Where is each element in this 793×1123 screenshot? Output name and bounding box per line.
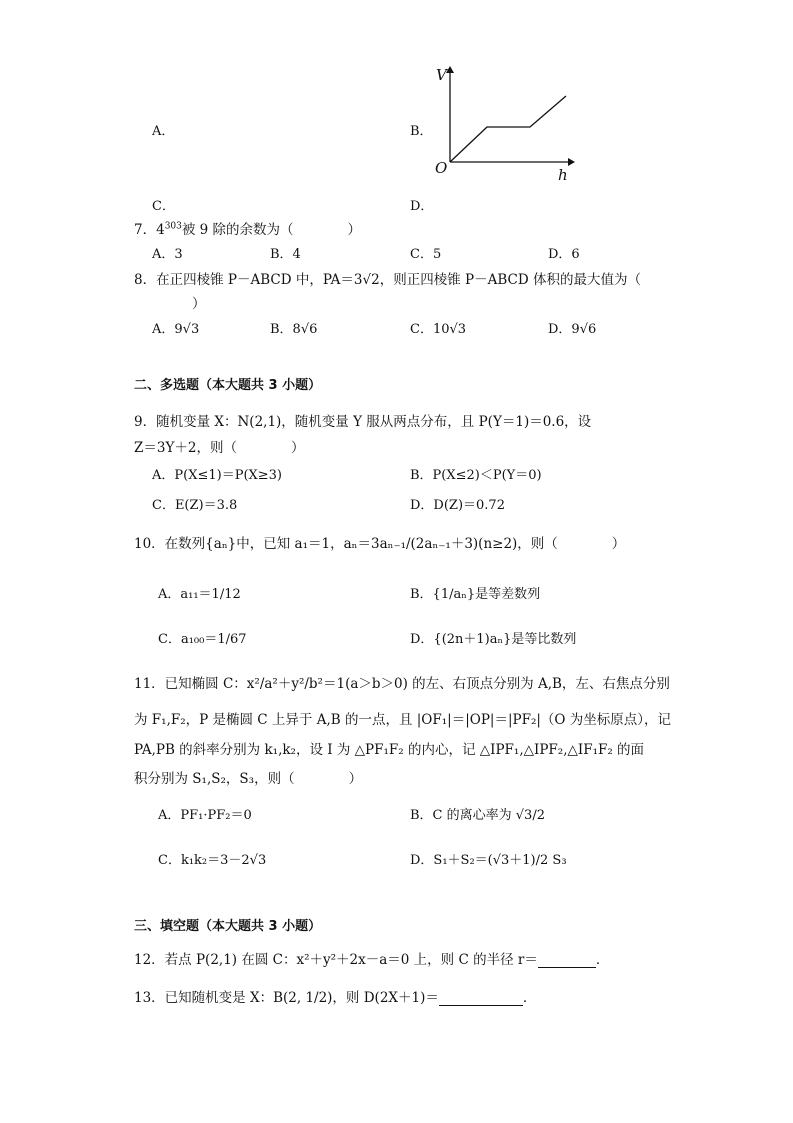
q12: 12．若点 P(2,1) 在圆 C：x²＋y²＋2x－a＝0 上，则 C 的半径 r＝ ． (134, 952, 610, 968)
x-axis-label: h (558, 166, 568, 184)
q8-option-a: A．9√3 (152, 322, 200, 337)
q11-line-2: 为 F₁,F₂，P 是椭圆 C 上异于 A,B 的一点，且 |OF₁|＝|OP|＝|PF₂|（O 为坐标原点），记 (134, 712, 672, 728)
q11-option-b: B．C 的离心率为 √3/2 (410, 808, 545, 823)
q10-stem: 10．在数列{aₙ}中，已知 a₁＝1，aₙ＝3aₙ₋₁/(2aₙ₋₁＋3)(n≥2)，则（ ） (134, 536, 626, 552)
q11-line-3: PA,PB 的斜率分别为 k₁,k₂，设 I 为 △PF₁F₂ 的内心，记 △IPF₁,△IPF₂,△IF₁F₂ 的面 (134, 742, 645, 758)
q6-option-a: A． (152, 124, 175, 139)
q7-stem (134, 218, 361, 238)
q11-option-d: D．S₁＋S₂＝(√3＋1)/2 S₃ (410, 853, 567, 868)
q6-option-c: C． (152, 199, 175, 214)
q9-option-c: C．E(Z)＝3.8 (152, 498, 238, 513)
y-axis-arrow-icon (446, 66, 454, 73)
graph-curve (450, 96, 566, 162)
q13-stem: 13．已知随机变是 X：B(2, 1/2)，则 D(2X＋1)＝ (134, 990, 439, 1006)
q10-option-a: A．a₁₁＝1/12 (158, 587, 241, 602)
origin-label: O (435, 159, 448, 177)
volume-height-graph (430, 64, 575, 186)
q10-option-d: D．{(2n＋1)aₙ}是等比数列 (410, 632, 577, 647)
q9-line-2: Z＝3Y＋2，则（ ） (134, 440, 305, 456)
q11-option-a: A．PF₁·PF₂＝0 (158, 808, 252, 823)
q12-stem: 12．若点 P(2,1) 在圆 C：x²＋y²＋2x－a＝0 上，则 C 的半径 r＝ (134, 952, 538, 968)
q7-option-d: D．6 (548, 247, 580, 262)
q7-exponent: 303 (164, 221, 182, 232)
section-3-heading: 三、填空题（本大题共 3 小题） (134, 919, 322, 934)
q10-option-b: B．{1/aₙ}是等差数列 (410, 587, 541, 602)
q9-option-b: B．P(X≤2)＜P(Y＝0) (410, 468, 542, 483)
q7-option-b: B．4 (270, 247, 301, 262)
x-axis-arrow-icon (568, 158, 575, 166)
q6-option-b: B． (410, 124, 433, 139)
q9-line-1: 9．随机变量 X：N(2,1)，随机变量 Y 服从两点分布，且 P(Y＝1)＝0.6，设 (134, 414, 592, 430)
q8-option-d: D．9√6 (548, 322, 597, 337)
q11-line-4: 积分别为 S₁,S₂，S₃，则（ ） (134, 771, 363, 787)
q9-option-a: A．P(X≤1)＝P(X≥3) (152, 468, 283, 483)
q11-option-c: C．k₁k₂＝3－2√3 (158, 853, 267, 868)
q8-stem: 8．在正四棱锥 P－ABCD 中，PA＝3√2，则正四棱锥 P－ABCD 体积的最大值为（ (134, 272, 641, 288)
q7-stem-post: 被 9 除的余数为（ ） (181, 222, 362, 238)
q6-option-d: D． (410, 199, 434, 214)
q7-option-c: C．5 (410, 247, 442, 262)
q10-option-c: C．a₁₀₀＝1/67 (158, 632, 247, 647)
q8-option-b: B．8√6 (270, 322, 318, 337)
y-axis-label: V (436, 66, 447, 84)
q13-answer-blank[interactable] (439, 1005, 523, 1006)
q11-line-1: 11．已知椭圆 C：x²/a²＋y²/b²＝1(a＞b＞0) 的左、右顶点分别为 A,B，左、右焦点分别 (134, 676, 670, 692)
q13: 13．已知随机变是 X：B(2, 1/2)，则 D(2X＋1)＝ ． (134, 990, 537, 1006)
q9-option-d: D．D(Z)＝0.72 (410, 498, 505, 513)
q7-option-a: A．3 (152, 247, 183, 262)
q12-answer-blank[interactable] (538, 967, 596, 968)
q7-stem-pre: 7．4 (134, 222, 165, 238)
q8-stem-close: ） (192, 296, 206, 312)
q8-option-c: C．10√3 (410, 322, 467, 337)
section-2-heading: 二、多选题（本大题共 3 小题） (134, 378, 322, 393)
